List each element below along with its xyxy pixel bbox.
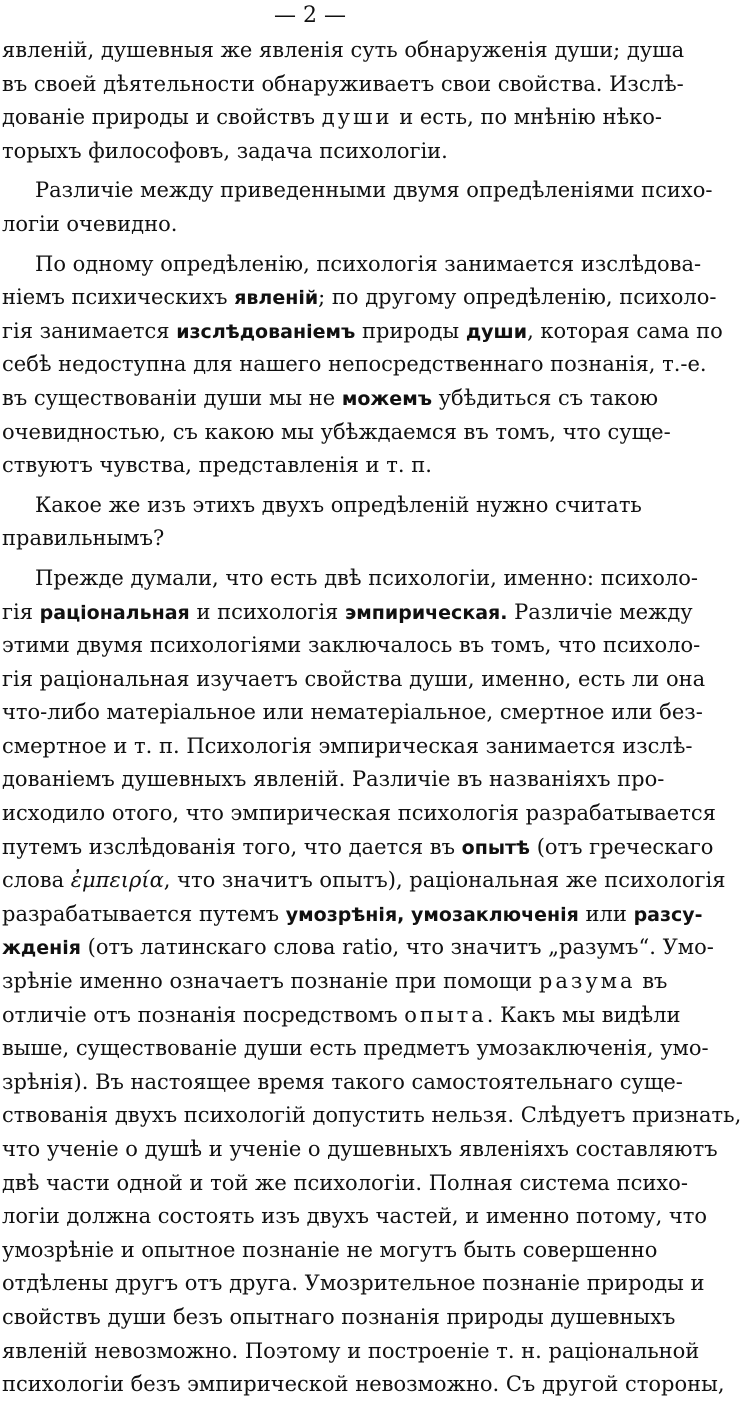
text-run: ствованія двухъ психологій допустить нельзя. Слѣдуетъ признать,	[2, 1103, 741, 1128]
text-run: (отъ латинскаго слова ratio, что значитъ „разумъ“. Умо-	[80, 935, 714, 960]
text-run: что-либо матеріальное или нематеріальное, смертное или без-	[2, 700, 703, 725]
text-run: или	[578, 901, 634, 926]
text-line	[2, 1200, 708, 1234]
text-run: свойствъ души безъ опытнаго познанія природы душевныхъ	[2, 1304, 676, 1329]
text-run: выше, существованіе души есть предметъ умозаключенія, умо-	[2, 1036, 709, 1061]
text-run: этими двумя психологіями заключалось въ томъ, что психоло-	[2, 633, 701, 658]
paragraph-end-line	[2, 135, 616, 169]
text-run: ніемъ психическихъ	[2, 285, 235, 310]
text-run: торыхъ философовъ, задача психологіи.	[2, 138, 448, 163]
text-run: , что значитъ опытъ), раціональная же психологія	[163, 868, 726, 893]
text-run: Различіе между	[507, 599, 693, 624]
text-line	[2, 1032, 709, 1066]
text-run: логіи должна состоять изъ двухъ частей, и именно потому, что	[2, 1204, 708, 1229]
text-line	[2, 281, 717, 315]
text-run: зрѣніе именно означаетъ познаніе при помощи	[2, 969, 539, 994]
text-run: гія	[2, 599, 40, 624]
text-run: зрѣнія). Въ настоящее время такого самостоятельнаго суще-	[2, 1069, 683, 1094]
text-run: отдѣлены другъ отъ друга. Умозрительное познаніе природы и	[2, 1271, 705, 1296]
greek-word: ἐμπειρία	[70, 868, 164, 893]
text-run: природы	[355, 318, 466, 343]
bold-term: явленій	[234, 287, 319, 310]
bold-term: эмпирическая.	[344, 601, 508, 624]
text-run: логіи очевидно.	[2, 211, 178, 236]
paragraph-start-line	[2, 562, 698, 596]
text-line	[2, 898, 703, 932]
text-run: двѣ части одной и той же психологіи. Полная система психо-	[2, 1170, 688, 1195]
text-run: психологіи безъ эмпирической невозможно. Съ другой стороны,	[2, 1372, 725, 1397]
text-run: умозрѣніе и опытное познаніе не могутъ быть совершенно	[2, 1237, 658, 1262]
text-line	[2, 797, 716, 831]
text-run: . Какъ мы видѣли	[486, 1002, 681, 1027]
text-run: Какое же изъ этихъ двухъ опредѣленій нужно считать	[35, 492, 642, 517]
text-line	[2, 864, 726, 898]
text-line	[2, 382, 658, 416]
text-line	[2, 1167, 688, 1201]
body-text	[2, 34, 741, 1402]
text-line	[2, 1234, 658, 1268]
bold-term: разсу-	[633, 903, 703, 926]
text-line	[2, 831, 714, 865]
text-run: явленій невозможно. Поэтому и построеніе т. н. раціональной	[2, 1338, 700, 1363]
bold-term: раціональная	[39, 601, 190, 624]
text-run: гія занимается	[2, 318, 177, 343]
text-run: себѣ недоступна для нашего непосредственнаго познанія, т.-е.	[2, 352, 707, 377]
paragraph-end-line	[2, 522, 616, 556]
text-run: убѣдиться съ такою	[432, 385, 658, 410]
text-run: разрабатывается путемъ	[2, 901, 286, 926]
text-run: дованіемъ душевныхъ явленій. Различіе въ названіяхъ про-	[2, 767, 665, 792]
text-run: Различіе между приведенными двумя опредѣленіями психо-	[35, 178, 713, 203]
text-run: Прежде думали, что есть двѣ психологіи, именно: психоло-	[35, 565, 698, 590]
text-run: (отъ греческаго	[530, 834, 714, 859]
bold-term: души	[465, 320, 528, 343]
paragraph-end-line	[2, 208, 616, 242]
text-line	[2, 931, 714, 965]
text-run: слова	[2, 868, 71, 893]
text-line	[2, 965, 668, 999]
spaced-word: разума	[538, 969, 636, 994]
bold-term: умозрѣнія, умозаключенія	[285, 903, 579, 926]
text-line	[2, 101, 662, 135]
text-run: что ученіе о душѣ и ученіе о душевныхъ явленіяхъ составляютъ	[2, 1137, 718, 1161]
text-run: путемъ изслѣдованія того, что дается въ	[2, 834, 462, 859]
text-run: ствуютъ чувства, представленія и т. п.	[2, 453, 432, 478]
text-run: въ существованіи души мы не	[2, 385, 342, 410]
text-line	[2, 416, 671, 450]
paragraph-start-line	[2, 489, 642, 523]
text-run: и психологія	[189, 599, 345, 624]
text-line	[2, 1335, 700, 1369]
text-run: правильнымъ?	[2, 526, 165, 551]
text-run: дованіе природы и свойствъ	[2, 105, 322, 130]
text-run: , которая сама по	[527, 318, 723, 343]
text-run: гія раціональная изучаетъ свойства души, именно, есть ли она	[2, 666, 706, 691]
text-run: въ своей дѣятельности обнаруживаетъ свои свойства. Изслѣ-	[2, 71, 684, 96]
paragraph-start-line	[2, 174, 713, 208]
text-run: явленій, душевныя же явленія суть обнаруженія души; душа	[2, 38, 685, 62]
text-run: и есть, по мнѣнію нѣко-	[392, 105, 662, 130]
text-run: очевидностью, съ какою мы убѣждаемся въ томъ, что суще-	[2, 419, 671, 444]
spaced-word: души	[321, 105, 393, 130]
bold-term: опытѣ	[461, 836, 531, 859]
text-line	[2, 1066, 683, 1100]
text-line	[2, 629, 701, 663]
text-line	[2, 1267, 705, 1301]
text-line	[2, 596, 693, 630]
text-line	[2, 696, 703, 730]
text-line	[2, 1301, 676, 1335]
bold-term: можемъ	[341, 387, 432, 410]
text-run: исходило отого, что эмпирическая психологія разрабатывается	[2, 801, 716, 826]
text-run: смертное и т. п. Психологія эмпирическая занимается изслѣ-	[2, 733, 693, 758]
bold-term: изслѣдованіемъ	[176, 320, 356, 343]
paragraph-start-line	[2, 248, 702, 282]
page-number: — 2 —	[274, 3, 346, 28]
text-line	[2, 348, 707, 382]
text-run: ; по другому опредѣленію, психоло-	[318, 285, 717, 310]
text-line	[2, 68, 684, 102]
paragraph-end-line	[2, 449, 616, 483]
text-run: По одному опредѣленію, психологія занимается изслѣдова-	[35, 251, 702, 276]
text-line	[2, 1368, 725, 1402]
text-line	[2, 315, 723, 349]
text-run: отличіе отъ познанія посредствомъ	[2, 1002, 405, 1027]
spaced-word: опыта	[404, 1002, 487, 1027]
text-line	[2, 663, 706, 697]
text-line	[2, 999, 681, 1033]
text-run: въ	[635, 969, 668, 994]
text-line	[2, 763, 665, 797]
text-line	[2, 1099, 741, 1133]
text-line	[2, 730, 693, 764]
text-line	[2, 34, 685, 68]
text-line	[2, 1133, 718, 1167]
bold-term: жденія	[2, 937, 81, 960]
